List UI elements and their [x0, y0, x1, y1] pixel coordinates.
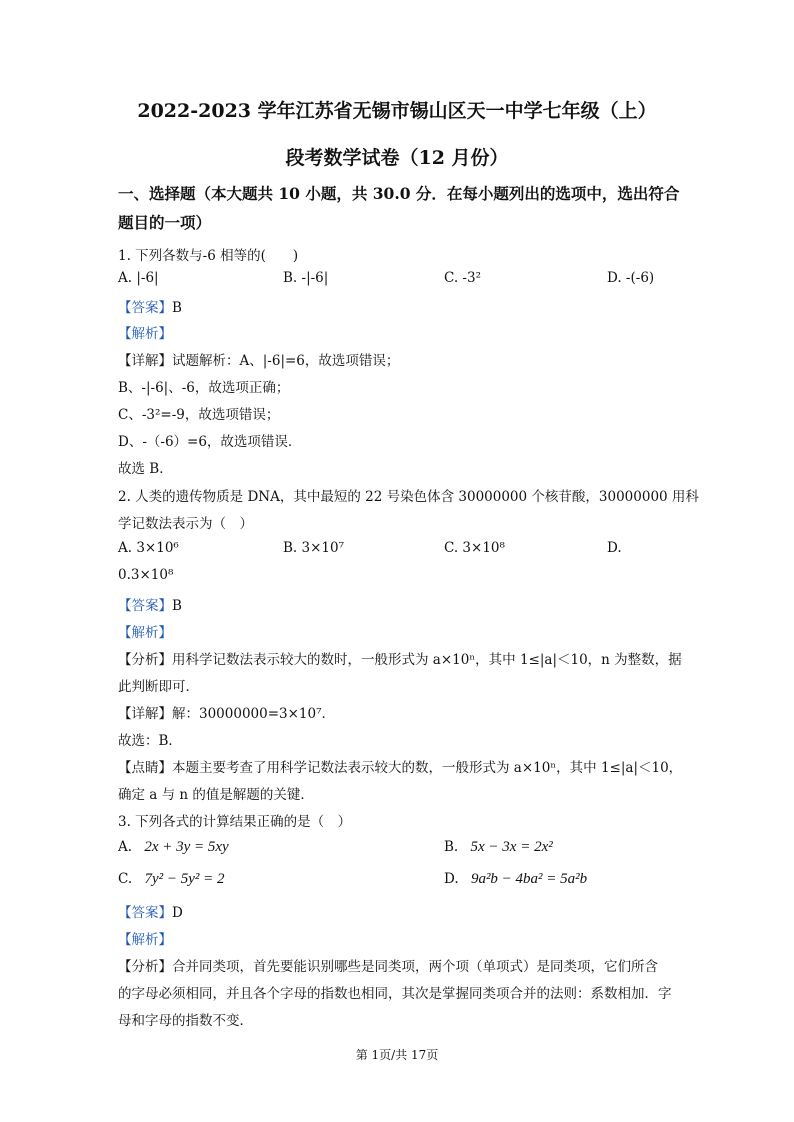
q1-detail-line3: C、-3²=-9，故选项错误；	[118, 407, 280, 423]
q2-analysis-tag: 【解析】	[118, 625, 172, 641]
q2-option-d-value: 0.3×10⁸	[118, 567, 174, 583]
q3-option-a	[118, 839, 229, 856]
detail-tag: 【详解】	[118, 706, 172, 722]
q3-option-c	[118, 871, 225, 888]
question-1-stem: 1. 下列各数与-6 相等的( )	[118, 248, 299, 264]
q1-answer	[118, 296, 182, 316]
q3-fenxi-line3: 母和字母的指数不变．	[118, 1013, 253, 1029]
q3-option-b	[444, 839, 553, 856]
fenxi-text: 用科学记数法表示较大的数时，一般形式为 a×10ⁿ，其中 1≤|a|＜10，n 为整数，据	[172, 652, 682, 668]
q2-option-b: B. 3×10⁷	[283, 540, 344, 556]
q2-fenxi-line1	[118, 648, 682, 668]
document-title-line2: 段考数学试卷（12 月份）	[285, 147, 509, 169]
answer-tag: 【答案】	[118, 598, 172, 614]
option-label: B.	[444, 839, 459, 855]
q1-analysis-tag: 【解析】	[118, 326, 172, 342]
option-expression: 7y² − 5y² = 2	[144, 871, 225, 887]
fenxi-tag: 【分析】	[118, 959, 172, 975]
option-label: C.	[118, 871, 133, 887]
option-label: D.	[444, 871, 459, 887]
option-expression: 5x − 3x = 2x²	[470, 839, 553, 855]
detail-text: 解：30000000=3×10⁷．	[172, 706, 336, 722]
option-expression: 9a²b − 4ba² = 5a²b	[470, 871, 588, 887]
q1-detail-line2: B、-|-6|、-6，故选项正确；	[118, 380, 290, 396]
question-3-stem: 3. 下列各式的计算结果正确的是（ ）	[118, 814, 352, 830]
detail-tag: 【详解】	[118, 353, 172, 369]
q1-conclusion: 故选 B．	[118, 461, 173, 477]
document-title-line1: 2022-2023 学年江苏省无锡市锡山区天一中学七年级（上）	[137, 100, 657, 122]
q2-answer	[118, 594, 182, 614]
detail-text: 试题解析：A、|-6|=6，故选项错误；	[172, 353, 400, 369]
q1-option-b: B. -|-6|	[283, 270, 329, 286]
q1-detail-line1	[118, 349, 399, 369]
q2-fenxi-line2: 此判断即可．	[118, 679, 199, 695]
section-heading: 一、选择题（本大题共 10 小题，共 30.0 分．在每小题列出的选项中，选出符合	[118, 184, 680, 203]
answer-value: D	[172, 905, 183, 921]
q2-dianjing-line2: 确定 a 与 n 的值是解题的关键．	[118, 787, 314, 803]
q3-option-d	[444, 871, 587, 888]
question-2-stem-cont: 学记数法表示为（ ）	[118, 516, 253, 532]
q2-option-a: A. 3×10⁶	[118, 540, 179, 556]
q2-dianjing-line1	[118, 756, 682, 776]
q2-option-d: D.	[607, 540, 622, 556]
answer-tag: 【答案】	[118, 300, 172, 316]
answer-value: B	[172, 598, 182, 614]
option-label: A.	[118, 839, 133, 855]
q3-fenxi-line2: 的字母必须相同，并且各个字母的指数也相同，其次是掌握同类项合并的法则：系数相加．字	[118, 986, 672, 1002]
fenxi-text: 合并同类项，首先要能识别哪些是同类项，两个项（单项式）是同类项，它们所含	[172, 959, 658, 975]
q3-analysis-tag: 【解析】	[118, 932, 172, 948]
q1-detail-line4: D、-（-6）=6，故选项错误．	[118, 434, 302, 450]
page-footer: 第 1页/共 17页	[355, 1048, 439, 1062]
q1-option-a: A. |-6|	[118, 270, 159, 286]
answer-tag: 【答案】	[118, 905, 172, 921]
q2-detail	[118, 702, 335, 722]
dianjing-tag: 【点睛】	[118, 760, 172, 776]
section-heading-cont: 题目的一项）	[118, 213, 212, 232]
q3-answer	[118, 901, 183, 921]
q2-conclusion: 故选：B．	[118, 733, 182, 749]
dianjing-text: 本题主要考查了用科学记数法表示较大的数，一般形式为 a×10ⁿ，其中 1≤|a|＜10，	[172, 760, 683, 776]
q2-option-c: C. 3×10⁸	[444, 540, 505, 556]
fenxi-tag: 【分析】	[118, 652, 172, 668]
option-expression: 2x + 3y = 5xy	[144, 839, 229, 855]
question-2-stem: 2. 人类的遗传物质是 DNA，其中最短的 22 号染色体含 30000000 个核苷酸，30000000 用科	[118, 489, 699, 505]
q1-option-c: C. -3²	[444, 270, 481, 286]
q1-option-d: D. -(-6)	[607, 270, 655, 286]
q3-fenxi-line1	[118, 955, 658, 975]
answer-value: B	[172, 300, 182, 316]
